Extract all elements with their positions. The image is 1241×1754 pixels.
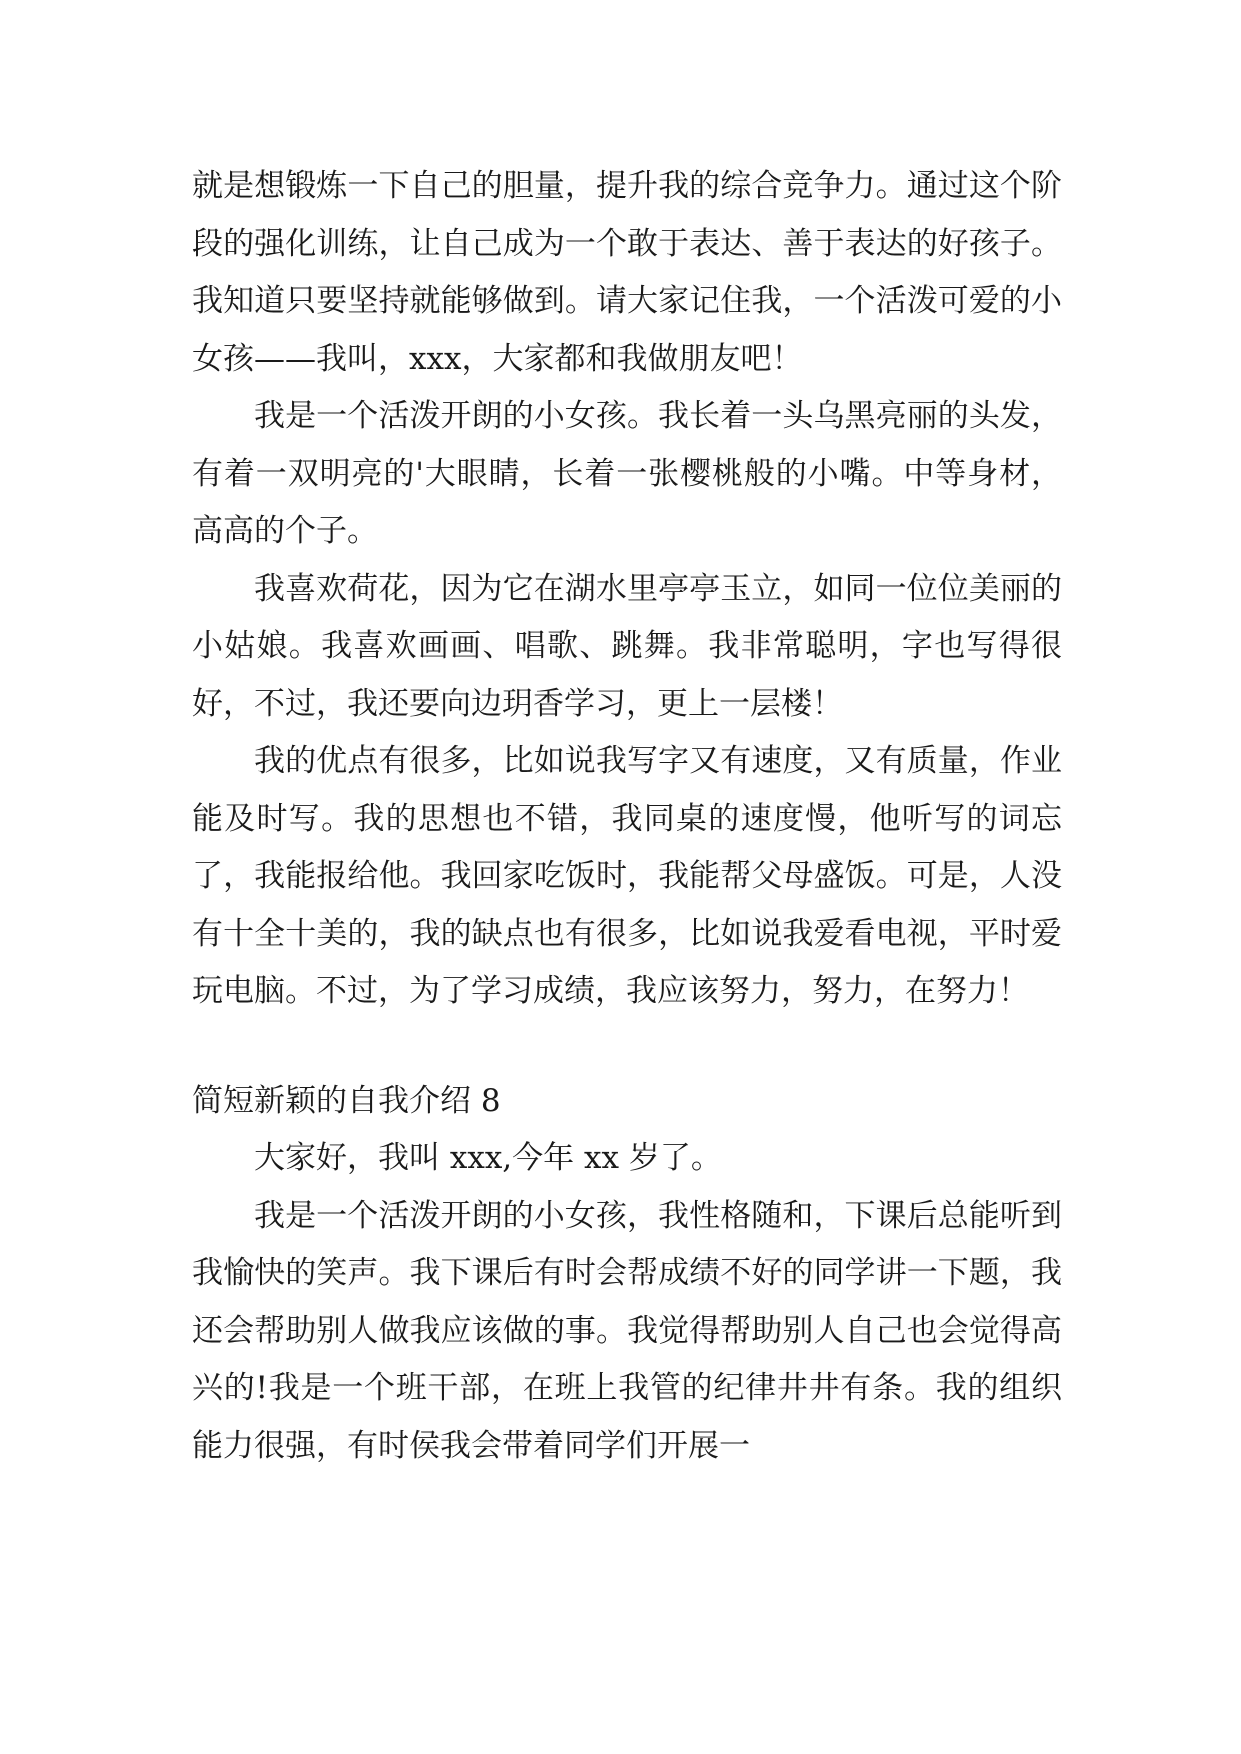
paragraph: 我喜欢荷花，因为它在湖水里亭亭玉立，如同一位位美丽的小姑娘。我喜欢画画、唱歌、跳舞。我非常聪明，字也写得很好，不过，我还要向边玥香学习，更上一层楼！ (192, 570, 1062, 722)
paragraph: 我的优点有很多，比如说我写字又有速度，又有质量，作业能及时写。我的思想也不错，我同桌的速度慢，他听写的词忘了，我能报给他。我回家吃饭时，我能帮父母盛饭。可是，人没有十全十美的，我的缺点也有很多，比如说我爱看电视，平时爱玩电脑。不过，为了学习成绩，我应该努力，努力，在努力！ (192, 743, 1062, 1009)
paragraph: 我是一个活泼开朗的小女孩，我性格随和，下课后总能听到我愉快的笑声。我下课后有时会帮成绩不好的同学讲一下题，我还会帮助别人做我应该做的事。我觉得帮助别人自己也会觉得高兴的!我是一个班干部，在班上我管的纪律井井有条。我的组织能力很强，有时侯我会带着同学们开展一 (192, 1197, 1062, 1464)
document-body (192, 158, 1062, 1475)
section-heading: 简短新颖的自我介绍 8 (192, 1082, 501, 1119)
paragraph: 大家好，我叫 xxx,今年 xx 岁了。 (254, 1140, 722, 1176)
paragraph: 我是一个活泼开朗的小女孩。我长着一头乌黑亮丽的头发，有着一双明亮的'大眼睛，长着一张樱桃般的小嘴。中等身材，高高的个子。 (192, 398, 1062, 549)
paragraph: 就是想锻炼一下自己的胆量，提升我的综合竞争力。通过这个阶段的强化训练，让自己成为一个敢于表达、善于表达的好孩子。我知道只要坚持就能够做到。请大家记住我，一个活泼可爱的小女孩——我叫，xxx，大家都和我做朋友吧！ (192, 168, 1062, 377)
